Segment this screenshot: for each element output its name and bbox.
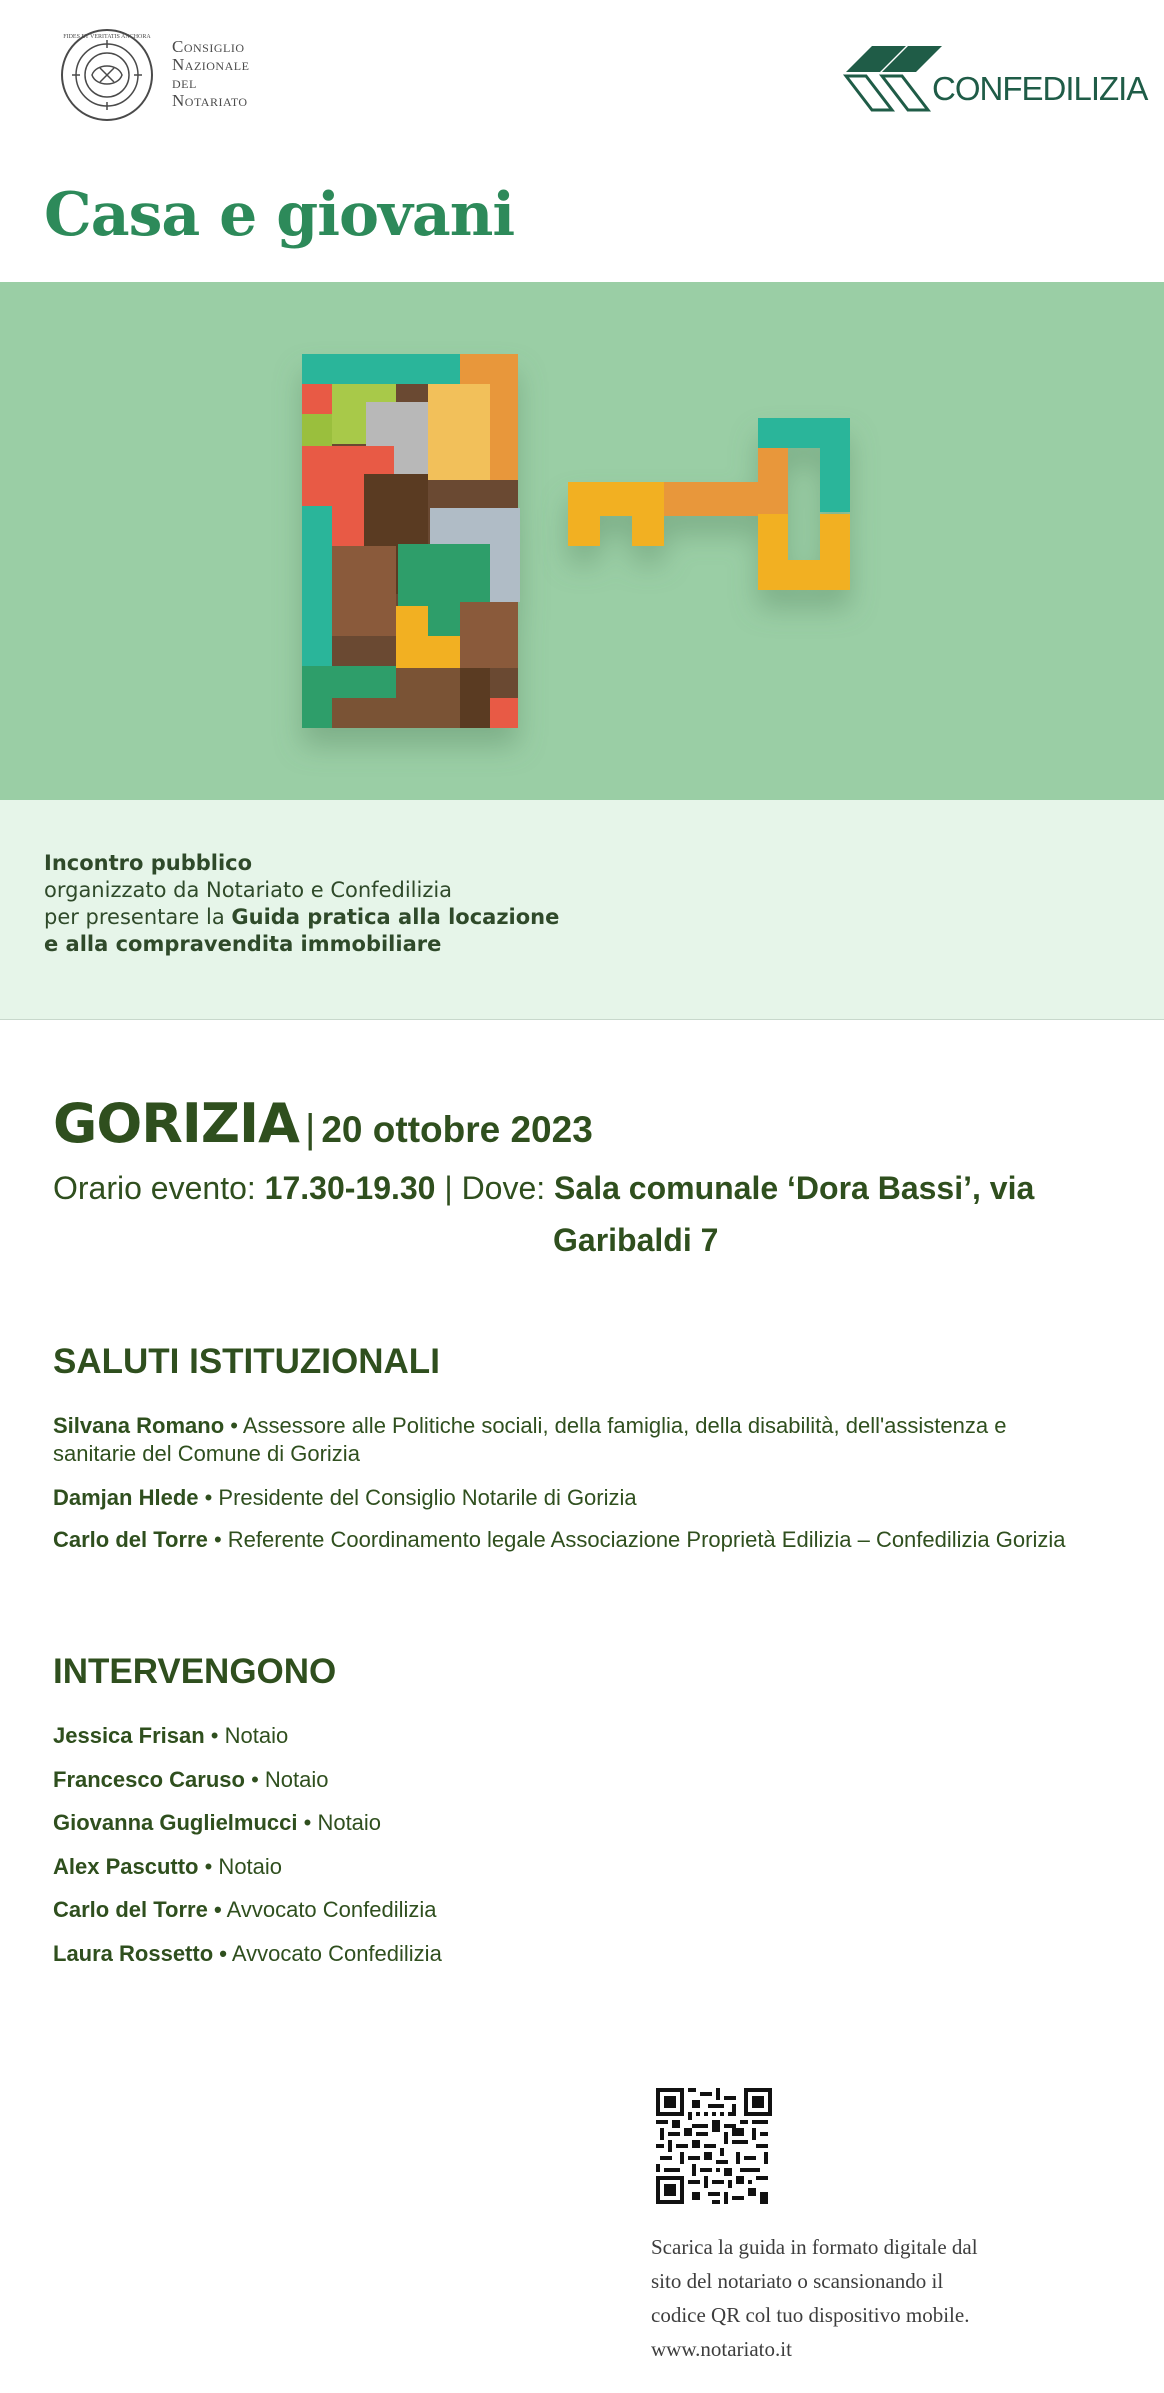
list-item: [53, 1940, 442, 1968]
event-place: Sala comunale ‘Dora Bassi’, via: [554, 1170, 1035, 1206]
speaker-name: Silvana Romano: [53, 1413, 225, 1438]
speaker-name: Carlo del Torre •: [53, 1897, 222, 1922]
saluti-title: SALUTI ISTITUZIONALI: [53, 1342, 440, 1381]
list-item: [53, 1722, 288, 1750]
qr-text-line: sito del notariato o scansionando il: [651, 2269, 944, 2293]
intro-band: [0, 800, 1164, 1020]
event-place-line2: Garibaldi 7: [553, 1222, 719, 1258]
intro-line: Incontro pubblico: [44, 851, 253, 875]
speaker-role: Avvocato Confedilizia: [221, 1897, 437, 1922]
speaker-name: Francesco Caruso: [53, 1767, 245, 1792]
qr-instructions: [651, 2230, 978, 2366]
intro-line-plain: per presentare la: [44, 905, 232, 929]
speaker-role: • Notaio: [204, 1723, 289, 1748]
intervengono-title: INTERVENGONO: [53, 1652, 337, 1691]
speaker-role: • Assessore alle Politiche sociali, della famiglia, della disabilità, dell'assistenza e: [224, 1413, 1007, 1438]
puzzle-house-key-icon: [0, 282, 1164, 800]
speaker-name: Laura Rossetto •: [53, 1941, 227, 1966]
event-city: GORIZIA: [53, 1092, 299, 1155]
qr-code-icon[interactable]: [656, 2088, 772, 2204]
notariato-seal-icon: [60, 28, 154, 122]
list-item: [53, 1526, 1065, 1554]
intro-line: [44, 904, 559, 931]
page-header: [0, 0, 1164, 160]
speaker-role: • Referente Coordinamento legale Associazione Proprietà Edilizia – Confedilizia Gorizia: [207, 1527, 1066, 1552]
event-details: [53, 1170, 1034, 1207]
event-heading: [53, 1092, 593, 1155]
speaker-name: Jessica Frisan: [53, 1723, 205, 1748]
cnn-logo-text: [172, 38, 249, 110]
cnn-line: Consiglio: [172, 37, 245, 56]
speaker-name: Carlo del Torre: [53, 1527, 208, 1552]
speaker-name: Damjan Hlede: [53, 1485, 199, 1510]
intro-text: [44, 850, 559, 958]
speaker-name: Giovanna Guglielmucci: [53, 1810, 298, 1835]
list-item: [53, 1412, 1113, 1468]
speaker-name: Alex Pascutto: [53, 1854, 199, 1879]
page-title: Casa e giovani: [44, 180, 515, 250]
cnn-line: Nazionale: [172, 55, 250, 74]
intro-line: organizzato da Notariato e Confedilizia: [44, 878, 453, 902]
speaker-role: Avvocato Confedilizia: [226, 1941, 442, 1966]
event-time: 17.30-19.30: [264, 1170, 436, 1206]
speaker-role: • Notaio: [198, 1854, 283, 1879]
intro-guide-title: Guida pratica alla locazione: [231, 905, 560, 929]
website-link[interactable]: www.notariato.it: [651, 2337, 792, 2361]
list-item: [53, 1896, 437, 1924]
event-date: 20 ottobre 2023: [321, 1109, 593, 1150]
speaker-role: • Notaio: [244, 1767, 329, 1792]
confedilizia-name: CONFEDILIZIA: [932, 70, 1148, 107]
svg-text:FIDES ET VERITATIS ANCHORA: FIDES ET VERITATIS ANCHORA: [63, 34, 151, 40]
list-item: [53, 1484, 637, 1512]
where-label: | Dove:: [435, 1170, 555, 1206]
qr-text-line: Scarica la guida in formato digitale dal: [651, 2235, 978, 2259]
qr-text-line: codice QR col tuo dispositivo mobile.: [651, 2303, 970, 2327]
cnn-line: Notariato: [172, 91, 248, 110]
event-separator: |: [304, 1107, 316, 1151]
speaker-role: • Notaio: [297, 1810, 382, 1835]
hero-illustration: [0, 282, 1164, 800]
time-label: Orario evento:: [53, 1170, 265, 1206]
list-item: [53, 1766, 329, 1794]
list-item: [53, 1809, 381, 1837]
list-item: [53, 1853, 282, 1881]
speaker-role: sanitarie del Comune di Gorizia: [53, 1441, 360, 1466]
speaker-role: • Presidente del Consiglio Notarile di Gorizia: [198, 1485, 637, 1510]
intro-line: e alla compravendita immobiliare: [44, 932, 442, 956]
cnn-line: del: [172, 73, 197, 92]
